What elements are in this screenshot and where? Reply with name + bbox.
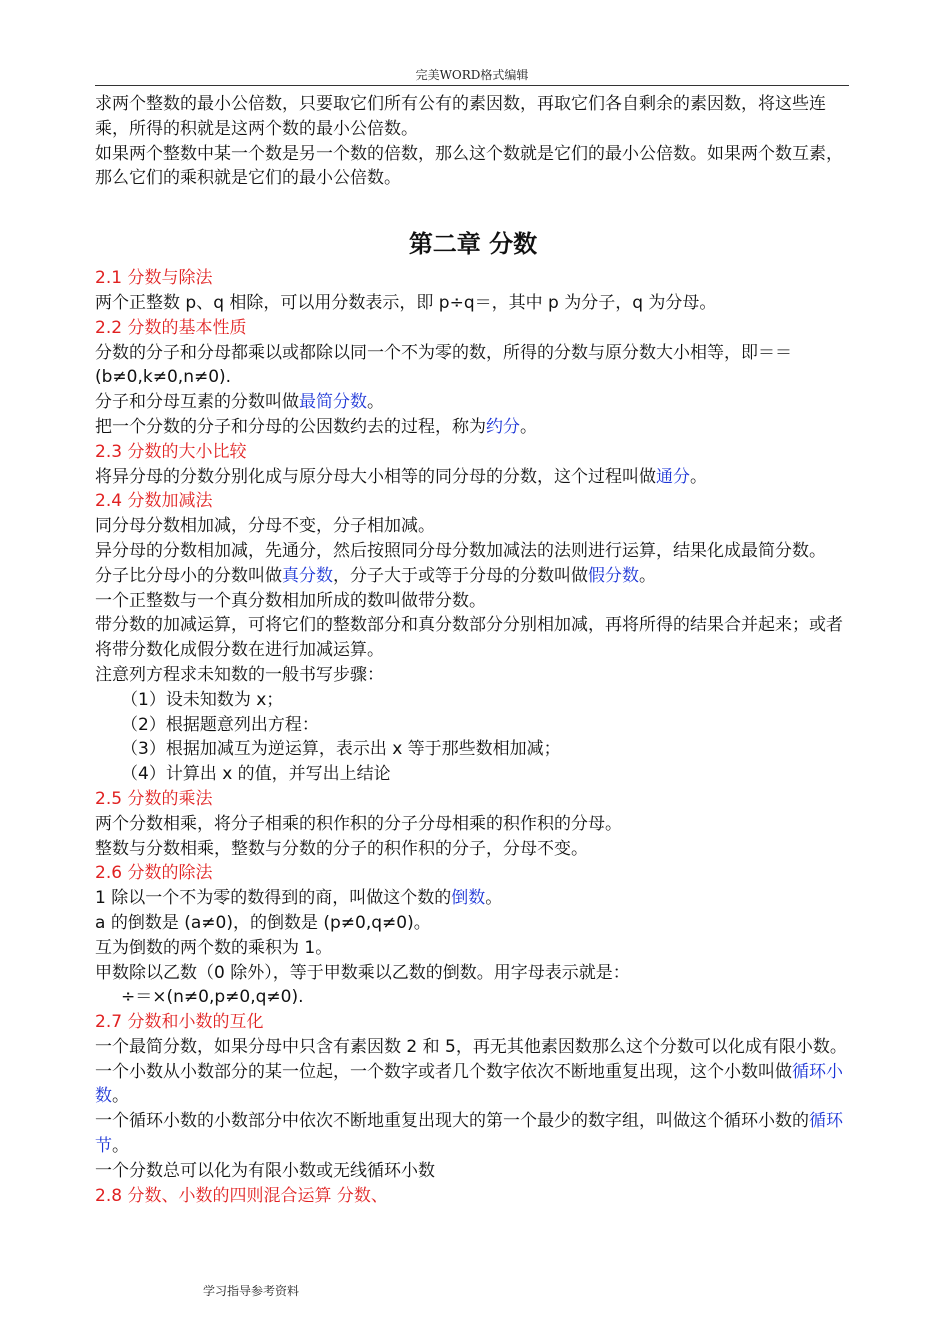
paragraph: 分数的分子和分母都乘以或都除以同一个不为零的数，所得的分数与原分数大小相等，即＝＝(b≠0,k≠0,n≠0). — [95, 342, 792, 388]
section-heading: 2.2 分数的基本性质 — [95, 317, 247, 338]
text: 。 — [485, 888, 503, 909]
paragraph: 一个正整数与一个真分数相加所成的数叫做带分数。 — [95, 590, 486, 611]
text: 。 — [112, 1136, 129, 1157]
section-heading: 2.4 分数加减法 — [95, 491, 213, 512]
text: 。 — [367, 392, 384, 413]
paragraph: 注意列方程求未知数的一般书写步骤： — [95, 664, 384, 685]
text: 一个小数从小数部分的某一位起，一个数字或者几个数字依次不断地重复出现，这个小数叫做 — [95, 1061, 792, 1082]
text: 分子比分母小的分数叫做 — [95, 565, 282, 586]
term-link: 倒数 — [451, 888, 486, 909]
text: 分子和分母互素的分数叫做 — [95, 392, 299, 413]
paragraph — [95, 390, 851, 415]
step-item: （1）设未知数为 x； — [121, 689, 284, 710]
spacer — [95, 191, 851, 216]
section-heading: 2.6 分数的除法 — [95, 863, 213, 884]
term-link: 假分数 — [588, 565, 639, 586]
section-heading: 2.5 分数的乘法 — [95, 788, 213, 809]
text: 。 — [690, 466, 707, 487]
section-heading: 2.8 分数、小数的四则混合运算 分数、 — [95, 1185, 388, 1206]
paragraph: 甲数除以乙数（0 除外），等于甲数乘以乙数的倒数。用字母表示就是： — [95, 962, 630, 983]
term-link: 约分 — [486, 416, 520, 437]
text: 把一个分数的分子和分母的公因数约去的过程，称为 — [95, 416, 486, 437]
intro-paragraph: 如果两个整数中某一个数是另一个数的倍数，那么这个数就是它们的最小公倍数。如果两个数互素，那么它们的乘积就是它们的最小公倍数。 — [95, 143, 843, 189]
term-link: 循环节 — [95, 1111, 843, 1157]
paragraph: 整数与分数相乘，整数与分数的分子的积作积的分子，分母不变。 — [95, 838, 588, 859]
paragraph: 一个分数总可以化为有限小数或无线循环小数 — [95, 1160, 435, 1181]
paragraph — [95, 1060, 851, 1110]
paragraph: 带分数的加减运算，可将它们的整数部分和真分数部分分别相加减，再将所得的结果合并起来；或者将带分数化成假分数在进行加减运算。 — [95, 615, 843, 661]
text: 将异分母的分数分别化成与原分母大小相等的同分母的分数，这个过程叫做 — [95, 466, 656, 487]
paragraph — [95, 564, 851, 589]
text: 1 除以一个不为零的数得到的商，叫做这个数的 — [95, 888, 452, 909]
step-item: （3）根据加减互为逆运算，表示出 x 等于那些数相加减； — [121, 739, 561, 760]
page-footer: 学习指导参考资料 — [203, 1284, 300, 1298]
paragraph — [95, 1109, 851, 1159]
term-link: 真分数 — [282, 565, 333, 586]
text: ，分子大于或等于分母的分数叫做 — [333, 565, 588, 586]
paragraph: 互为倒数的两个数的乘积为 1。 — [95, 937, 333, 958]
section-heading: 2.3 分数的大小比较 — [95, 441, 247, 462]
term-link: 循环小数 — [95, 1061, 843, 1107]
intro-paragraph: 求两个整数的最小公倍数，只要取它们所有公有的素因数，再取它们各自剩余的素因数，将这些连乘，所得的积就是这两个数的最小公倍数。 — [95, 94, 826, 139]
formula-line: ÷＝×(n≠0,p≠0,q≠0). — [121, 987, 304, 1008]
section-heading: 2.7 分数和小数的互化 — [95, 1012, 264, 1033]
paragraph: a 的倒数是 (a≠0)，的倒数是 (p≠0,q≠0)。 — [95, 912, 431, 933]
text: 。 — [112, 1086, 129, 1107]
paragraph: 两个分数相乘，将分子相乘的积作积的分子分母相乘的积作积的分母。 — [95, 813, 622, 834]
text: 。 — [639, 565, 656, 586]
term-link: 通分 — [656, 466, 690, 487]
chapter-title: 第二章 分数 — [408, 230, 538, 259]
section-heading: 2.1 分数与除法 — [95, 268, 213, 289]
paragraph — [95, 465, 851, 490]
text: 一个循环小数的小数部分中依次不断地重复出现大的第一个最少的数字组，叫做这个循环小数的 — [95, 1111, 809, 1132]
paragraph: 同分母分数相加减，分母不变，分子相加减。 — [95, 516, 435, 537]
paragraph: 一个最简分数，如果分母中只含有素因数 2 和 5，再无其他素因数那么这个分数可以化成有限小数。 — [95, 1036, 847, 1057]
paragraph: 异分母的分数相加减，先通分，然后按照同分母分数加减法的法则进行运算，结果化成最简分数。 — [95, 540, 826, 561]
term-link: 最简分数 — [299, 392, 367, 413]
step-item: （2）根据题意列出方程： — [121, 714, 319, 735]
paragraph: 两个正整数 p、q 相除，可以用分数表示，即 p÷q＝，其中 p 为分子，q 为分母。 — [95, 292, 717, 313]
document-body — [95, 92, 851, 1208]
page-header: 完美WORD格式编辑 — [415, 68, 529, 82]
header-rule — [95, 85, 849, 86]
text: 。 — [520, 416, 537, 437]
step-item: （4）计算出 x 的值，并写出上结论 — [121, 764, 391, 785]
paragraph — [95, 886, 851, 911]
paragraph — [95, 415, 851, 440]
